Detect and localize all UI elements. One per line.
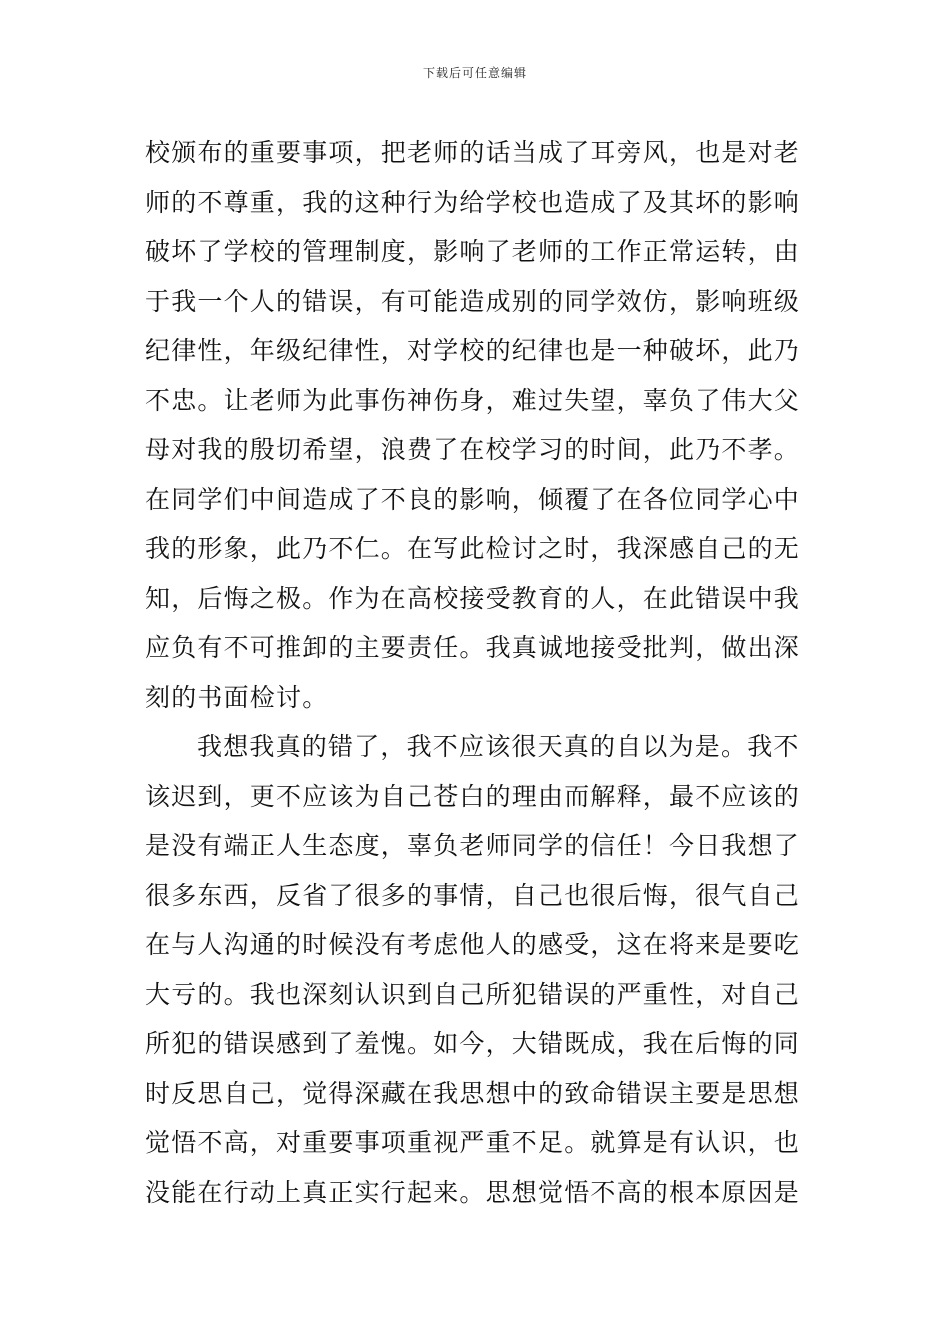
document-body xyxy=(145,128,810,1217)
paragraph-2 xyxy=(145,722,810,1217)
text-line: 破坏了学校的管理制度，影响了老师的工作正常运转，由 xyxy=(145,237,801,266)
text-line: 所犯的错误感到了羞愧。如今，大错既成，我在后悔的同 xyxy=(145,1029,801,1058)
text-line: 很多东西，反省了很多的事情，自己也很后悔，很气自己 xyxy=(145,880,801,910)
text-line: 母对我的殷切希望，浪费了在校学习的时间，此乃不孝。 xyxy=(145,435,801,464)
text-line: 在同学们中间造成了不良的影响，倾覆了在各位同学心中 xyxy=(145,484,801,514)
text-line: 该迟到，更不应该为自己苍白的理由而解释，最不应该的 xyxy=(145,781,801,811)
text-line: 校颁布的重要事项，把老师的话当成了耳旁风，也是对老 xyxy=(145,138,801,167)
text-line: 我的形象，此乃不仁。在写此检讨之时，我深感自己的无 xyxy=(145,534,801,563)
text-line: 应负有不可推卸的主要责任。我真诚地接受批判，做出深 xyxy=(145,633,801,662)
text-line: 在与人沟通的时候没有考虑他人的感受，这在将来是要吃 xyxy=(145,930,801,959)
text-line: 大亏的。我也深刻认识到自己所犯错误的严重性，对自己 xyxy=(145,979,801,1009)
text-line: 于我一个人的错误，有可能造成别的同学效仿，影响班级 xyxy=(145,286,801,316)
text-line: 没能在行动上真正实行起来。思想觉悟不高的根本原因是 xyxy=(145,1177,801,1207)
page-header: 下载后可任意编辑 xyxy=(422,66,527,80)
text-line: 时反思自己，觉得深藏在我思想中的致命错误主要是思想 xyxy=(145,1078,801,1108)
text-line: 知，后悔之极。作为在高校接受教育的人，在此错误中我 xyxy=(145,583,801,613)
text-line: 刻的书面检讨。 xyxy=(145,682,329,712)
text-line: 不忠。让老师为此事伤神伤身，难过失望，辜负了伟大父 xyxy=(145,385,801,415)
text-line: 师的不尊重，我的这种行为给学校也造成了及其坏的影响 xyxy=(145,187,801,217)
text-line: 是没有端正人生态度，辜负老师同学的信任！今日我想了 xyxy=(145,831,801,860)
text-line: 纪律性，年级纪律性，对学校的纪律也是一种破坏，此乃 xyxy=(145,336,801,365)
text-line: 觉悟不高，对重要事项重视严重不足。就算是有认识，也 xyxy=(145,1128,801,1157)
text-line-indented: 我想我真的错了，我不应该很天真的自以为是。我不 xyxy=(197,732,800,761)
paragraph-1 xyxy=(145,128,810,722)
